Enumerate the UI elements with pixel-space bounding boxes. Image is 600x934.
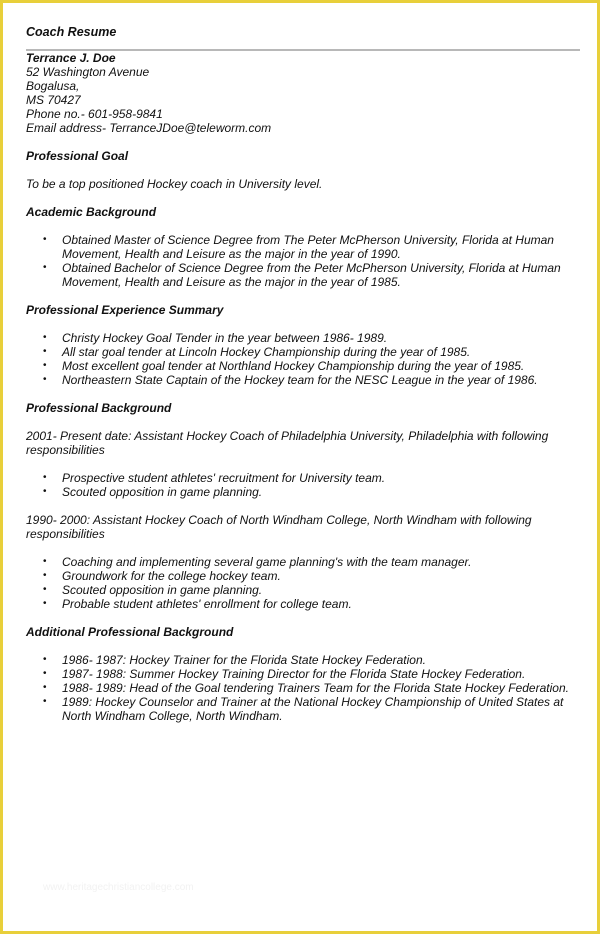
goal-text: To be a top positioned Hockey coach in University level. (26, 177, 323, 191)
job1-list (26, 471, 582, 499)
contact-name: Terrance J. Doe (26, 51, 116, 65)
additional-heading: Additional Professional Background (26, 625, 234, 639)
list-item: • 1986- 1987: Hockey Trainer for the Florida State Hockey Federation. (62, 653, 582, 667)
list-item: • All star goal tender at Lincoln Hockey Championship during the year of 1985. (62, 345, 582, 359)
list-item: • 1987- 1988: Summer Hockey Training Director for the Florida State Hockey Federation. (62, 667, 582, 681)
list-item: • Most excellent goal tender at Northland Hockey Championship during the year of 1985. (62, 359, 582, 373)
list-item: • Obtained Master of Science Degree from The Peter McPherson University, Florida at Human Movement, Health and Leisure as the major in the year of 1990. (62, 233, 582, 261)
document-title: Coach Resume (26, 25, 117, 39)
list-item: • Coaching and implementing several game planning's with the team manager. (62, 555, 582, 569)
list-item: • Probable student athletes' enrollment for college team. (62, 597, 582, 611)
contact-email: Email address- TerranceJDoe@teleworm.com (26, 121, 272, 135)
contact-state-zip: MS 70427 (26, 93, 81, 107)
experience-heading: Professional Experience Summary (26, 303, 224, 317)
academic-list (26, 233, 582, 289)
job2-summary: 1990- 2000: Assistant Hockey Coach of North Windham College, North Windham with following responsibilities (26, 513, 532, 541)
goal-heading: Professional Goal (26, 149, 129, 163)
list-item: • Obtained Bachelor of Science Degree from the Peter McPherson University, Florida at Human Movement, Health and Leisure as the major in the year of 1985. (62, 261, 582, 289)
resume-document (26, 25, 582, 737)
background-heading: Professional Background (26, 401, 172, 415)
watermark-text: www.heritagechristiancollege.com (43, 882, 194, 893)
list-item: • Scouted opposition in game planning. (62, 485, 582, 499)
job1-summary: 2001- Present date: Assistant Hockey Coach of Philadelphia University, Philadelphia with following responsibilities (26, 429, 549, 457)
list-item: • Groundwork for the college hockey team. (62, 569, 582, 583)
academic-heading: Academic Background (26, 205, 157, 219)
contact-block (26, 51, 582, 135)
contact-city: Bogalusa, (26, 79, 80, 93)
experience-list (26, 331, 582, 387)
list-item: • Prospective student athletes' recruitment for University team. (62, 471, 582, 485)
contact-street: 52 Washington Avenue (26, 65, 150, 79)
list-item: • Northeastern State Captain of the Hockey team for the NESC League in the year of 1986. (62, 373, 582, 387)
list-item: • Christy Hockey Goal Tender in the year between 1986- 1989. (62, 331, 582, 345)
list-item: • 1989: Hockey Counselor and Trainer at the National Hockey Championship of United States at North Windham College, North Windham. (62, 695, 582, 723)
list-item: • 1988- 1989: Head of the Goal tendering Trainers Team for the Florida State Hockey Federation. (62, 681, 582, 695)
job2-list (26, 555, 582, 611)
contact-phone: Phone no.- 601-958-9841 (26, 107, 163, 121)
additional-list (26, 653, 582, 723)
list-item: • Scouted opposition in game planning. (62, 583, 582, 597)
